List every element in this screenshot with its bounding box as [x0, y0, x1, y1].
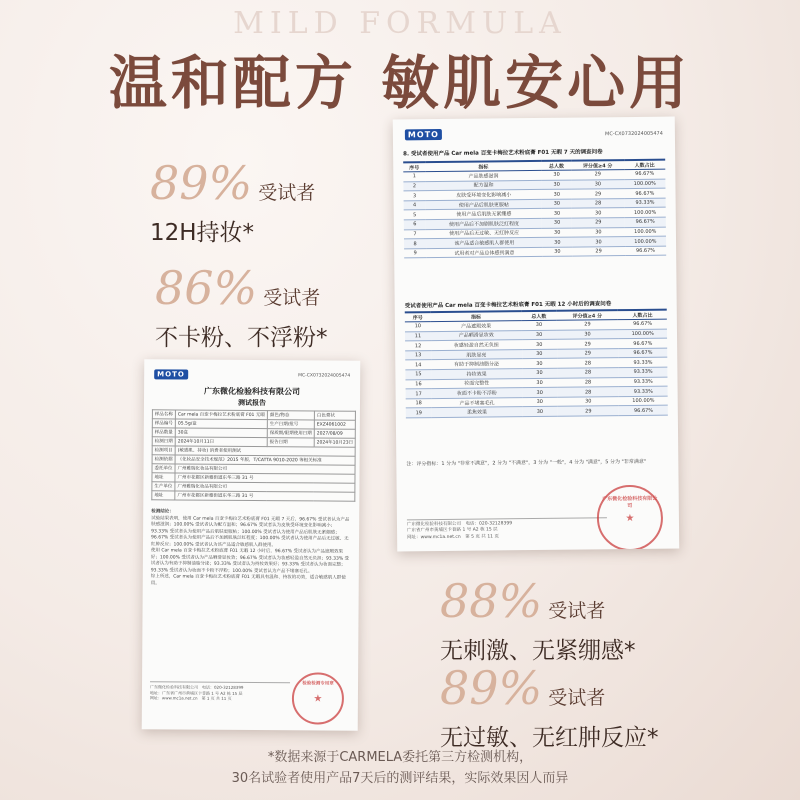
col-header: 序号 [403, 162, 425, 172]
table-cell: 妆面完整性 [431, 378, 522, 389]
table-cell: 30 [521, 320, 556, 330]
footer-address: 广东省广州市黄埔区卡普路 1 号 A2 栋 15 层 [407, 527, 498, 534]
info-label: 保质期/限期使用日期 [267, 429, 314, 438]
conclusion-paragraph-1: 试验结果表明，使用 Car mela 百变卡梅拉艺术粉底膏 F01 无暇 7 天后，96.67% 受试者认为产品肤感滋润；100.00% 受试者认为配方温和；96.67% 受试者认为皮肤受环境变化影响减小；93.33% 受试者认为使用产品后肌肤更服帖；100.00% 受试者认为使用产品后肌肤无紧绷感；96.67% 受试者认为使用产品后不加剧肌肤泛红程度；100.00% 受试者认为使用产品后无过敏、无红肿反应；100.00% 受试者认为该产品适合敏感肌人群使用。 [150, 515, 350, 548]
table-cell: 100.00% [619, 396, 668, 406]
info-value: 2024年10月11日 [175, 437, 267, 447]
stat-block-2 [155, 261, 328, 352]
footer-company: 广东微化检验科技有限公司 [149, 684, 199, 690]
table-cell: 100.00% [625, 227, 666, 237]
table-cell: 93.33% [619, 377, 668, 387]
table-cell: 9 [404, 248, 426, 258]
conclusion-paragraph-2: 使用 Car mela 百变卡梅拉艺术粉底膏 F01 无暇 12 小时后，96.67% 受试者认为产品遮瑕效果好；100.00% 受试者认为产品晒滑显妆效；96.67% 受试者认为妆感轻盈自然无负担；93.33% 受试者认为有助于抑制油脂分泌；93.33% 受试者认为持妆效果好；93.33% 受试者认为妆面完整；93.33% 受试者认为妆面不卡粉不浮粉；100.00% 受试者认为产品不堵塞毛孔。 [150, 548, 350, 575]
footnote-line-1: *数据来源于CARMELA委托第三方检测机构， [267, 750, 533, 765]
table-cell: 96.67% [619, 406, 668, 416]
info-value: (敏感肌、持妆) 消费者使用测试 [175, 446, 355, 456]
conclusion-label: 检测结论： [151, 509, 174, 515]
table-cell: 29 [572, 218, 625, 228]
table-cell: 29 [557, 349, 619, 359]
stat-percent: 89% [150, 156, 253, 210]
table-cell: 100.00% [624, 179, 665, 189]
table-cell: 30 [522, 378, 557, 388]
table-cell: 30 [542, 247, 572, 257]
table-cell: 1 [403, 172, 425, 182]
table-cell: 16 [405, 379, 431, 389]
col-header: 序号 [405, 312, 431, 322]
table-cell: 使用产品后肌肤更服帖 [426, 199, 542, 210]
conclusion-paragraph-3: 综上所述，Car mela 百变卡梅拉艺术粉底膏 F01 无暇具有温和、持妆的功效，适合敏感肌人群使用。 [150, 574, 346, 587]
footnote-line-2: 30名试验者使用产品7天后的测评结果，实际效果因人而异 [231, 770, 569, 786]
table-cell: 30 [542, 189, 572, 199]
stat-desc: 不卡粉、不浮粉* [155, 325, 328, 351]
stat-percent: 89% [440, 661, 543, 715]
table-cell: 100.00% [624, 208, 665, 218]
table-cell: 30 [522, 359, 557, 369]
table-cell: 30 [542, 199, 572, 209]
info-label: 检测依据 [152, 455, 175, 464]
table-cell: 配方温和 [425, 180, 541, 191]
info-value: 《化妆品安全技术规范》2015 年版，T/CATTA 9010-2020 等相关标准 [175, 455, 355, 465]
table-cell: 28 [572, 198, 625, 208]
table-cell: 28 [557, 368, 619, 378]
table-cell: 持妆效果 [431, 369, 522, 380]
info-label: 样品数量 [152, 428, 175, 437]
table-cell: 30 [557, 329, 619, 339]
table-cell: 93.33% [619, 386, 668, 396]
info-row [152, 491, 355, 501]
col-header: 评分值≥4 分 [571, 160, 624, 170]
page-number: 第 5 页 共 11 页 [465, 533, 500, 540]
table-cell: 30 [542, 237, 572, 247]
table-cell: 96.67% [618, 338, 667, 348]
col-header: 人数占比 [618, 310, 667, 320]
info-value: 广州雅瑞化妆品有限公司 [175, 464, 355, 474]
table-cell: 30 [557, 396, 619, 406]
survey-12h-heading: 受试者使用产品 Car mela 百变卡梅拉艺术粉底膏 F01 无暇 12 小时后的调查问卷 [404, 301, 612, 310]
stat-desc: 12H持妆* [150, 220, 255, 246]
table-cell: 使用产品后肌肤无紧绷感 [426, 209, 542, 220]
info-value: 广州市花都区新雅街道东华三路 31 号 [175, 491, 355, 501]
table-cell: 17 [406, 389, 432, 399]
table-cell: 15 [405, 370, 431, 380]
report-number: MC-CX0732024005474 [604, 130, 663, 138]
lab-company-name: 广东微化检验科技有限公司 [204, 386, 301, 397]
table-cell: 100.00% [618, 329, 667, 339]
stat-subject: 受试者 [258, 182, 316, 204]
survey-12h-table [405, 309, 668, 419]
info-label: 生产单位 [152, 482, 175, 491]
table-cell: 29 [572, 189, 625, 199]
table-cell: 30 [572, 227, 625, 237]
report-footer [407, 517, 607, 541]
col-header: 指标 [425, 161, 541, 172]
table-cell: 29 [557, 320, 619, 330]
table-cell: 30 [542, 209, 572, 219]
test-report-page-left [142, 359, 361, 730]
stat-desc: 无刺激、无紧绷感* [440, 638, 636, 664]
table-cell: 30 [522, 368, 557, 378]
table-cell: 13 [405, 350, 431, 360]
moto-logo: MOTO [154, 369, 188, 379]
table-cell: 30 [572, 237, 625, 247]
sample-info-table [151, 409, 356, 501]
footer-tel: 电话：020-32128399 [201, 684, 244, 690]
table-cell: 29 [557, 339, 619, 349]
table-cell: 10 [405, 322, 431, 332]
table-cell: 8 [404, 239, 426, 249]
info-label: 报告日期 [267, 438, 314, 447]
info-label: 生产日期/批号 [267, 420, 314, 429]
table-cell: 3 [403, 191, 425, 201]
stat-percent: 86% [155, 261, 258, 315]
info-label: 颜色/物态 [267, 411, 314, 420]
table-cell: 皮肤受环境变化影响减小 [426, 190, 542, 201]
report-footer [150, 681, 290, 702]
table-cell: 28 [557, 377, 619, 387]
info-value: 30盒 [175, 428, 267, 438]
info-label: 委托单位 [152, 464, 175, 473]
red-seal-stamp [597, 485, 664, 552]
table-cell: 29 [557, 406, 619, 416]
conclusion-section [151, 509, 352, 589]
footer-web: 网址：www.mc1a.net.cn [407, 534, 461, 540]
info-value: 05.5g/盒 [175, 419, 267, 429]
table-cell: 柔焦效果 [432, 407, 523, 418]
table-cell: 29 [571, 170, 624, 180]
test-report-page-right [393, 117, 680, 552]
table-cell: 30 [542, 228, 572, 238]
stamp-text: 广东微化检验科技有限公司 [602, 495, 658, 510]
footer-web: 网址：www.mc1a.net.cn [149, 695, 198, 701]
table-cell: 30 [572, 179, 625, 189]
table-cell: 30 [542, 180, 572, 190]
info-value: 广州雅瑞化妆品有限公司 [175, 482, 355, 492]
info-label: 样品编号 [152, 419, 175, 428]
data-source-footnote [0, 748, 800, 790]
table-cell: 29 [572, 246, 625, 256]
stat-subject: 受试者 [548, 600, 606, 622]
table-cell: 19 [406, 408, 432, 418]
col-header: 总人数 [521, 311, 556, 321]
stat-subject: 受试者 [548, 687, 606, 709]
table-cell: 96.67% [625, 246, 666, 256]
table-cell: 产品肤感滋润 [425, 171, 541, 182]
table-cell: 30 [542, 218, 572, 228]
stamp-text: 检验检测专用章 [302, 681, 334, 687]
table-cell: 14 [405, 360, 431, 370]
table-cell: 30 [522, 388, 557, 398]
info-value: 2027/08/09 [314, 429, 355, 438]
col-header: 总人数 [542, 161, 572, 171]
col-header: 评分值≥4 分 [556, 310, 618, 320]
table-row [404, 246, 666, 258]
table-cell: 6 [404, 220, 426, 230]
table-cell: 使用产品后无过敏、无红肿反应 [426, 228, 542, 239]
col-header: 指标 [431, 311, 522, 322]
page-title: 温和配方 敏肌安心用 [108, 49, 692, 117]
table-cell: 11 [405, 331, 431, 341]
footer-address: 地址：广东省广州市黄埔区卡普路 1 号 A2 栋 15 层 [149, 689, 243, 696]
table-cell: 产品遮瑕效果 [431, 321, 522, 332]
table-cell: 96.67% [619, 348, 668, 358]
report-title: 测试报告 [237, 398, 267, 408]
table-cell: 96.67% [625, 217, 666, 227]
info-value: EXZ4061002 [314, 420, 355, 429]
info-label: 检测项目 [152, 446, 175, 455]
table-cell: 96.67% [624, 169, 665, 179]
table-cell: 30 [522, 397, 557, 407]
table-cell: 试用者对产品总体感到满意 [426, 247, 542, 258]
table-cell: 100.00% [625, 236, 666, 246]
table-cell: 93.33% [619, 358, 668, 368]
table-cell: 96.67% [624, 188, 665, 198]
info-value: Car mela 百变卡梅拉艺术粉底膏 F01 无暇 [175, 410, 267, 420]
survey-7day-table [403, 159, 666, 259]
info-label: 地址 [152, 491, 175, 500]
survey-7day-heading: 8. 受试者使用产品 Car mela 百变卡梅拉艺术粉底膏 F01 无暇 7 天的调查问卷 [403, 149, 603, 158]
table-cell: 30 [572, 208, 625, 218]
info-value: 2024年10月23日 [314, 438, 355, 447]
info-label: 地址 [152, 473, 175, 482]
table-cell: 使用产品后不加剧肌肤泛红程度 [426, 218, 542, 229]
watermark-text: MILD FORMULA [233, 6, 567, 41]
stat-desc: 无过敏、无红肿反应* [440, 725, 659, 751]
table-cell: 18 [406, 398, 432, 408]
stat-block-1 [150, 156, 316, 247]
page-number: 第 1 页 共 11 页 [201, 695, 232, 702]
table-cell: 28 [557, 387, 619, 397]
scoring-note: 注：评分指标：1 分为 "非常不满意"，2 分为 "不满意"，3 分为 "一般"，4 分为 "满意"，5 分为 "非常满意" [406, 458, 647, 468]
table-cell: 产品不堵塞毛孔 [432, 397, 523, 408]
stat-percent: 88% [440, 574, 543, 628]
table-cell: 2 [403, 181, 425, 191]
info-label: 检测日期 [152, 437, 175, 446]
table-cell: 有助于抑制油脂分泌 [431, 359, 522, 370]
stat-block-3 [440, 574, 636, 665]
report-number: MC-CX0732024005474 [298, 373, 351, 379]
moto-logo: MOTO [405, 129, 442, 140]
table-cell: 96.67% [618, 319, 667, 329]
red-seal-stamp [292, 672, 344, 724]
footer-company: 广东微化检验科技有限公司 [406, 521, 462, 528]
table-cell: 妆面不卡粉不浮粉 [431, 388, 522, 399]
table-cell: 28 [557, 358, 619, 368]
footer-tel: 电话：020-32128399 [465, 521, 513, 527]
col-header: 人数占比 [624, 160, 665, 170]
stat-subject: 受试者 [263, 287, 321, 309]
table-cell: 93.33% [624, 198, 665, 208]
table-cell: 5 [404, 210, 426, 220]
table-cell: 产品晒滑显妆效 [431, 330, 522, 341]
table-row [406, 406, 668, 418]
table-cell: 30 [522, 340, 557, 350]
table-cell: 妆感轻盈自然无负担 [431, 340, 522, 351]
table-cell: 30 [522, 349, 557, 359]
table-cell: 93.33% [619, 367, 668, 377]
info-label: 样品名称 [152, 410, 175, 419]
table-cell: 4 [404, 201, 426, 211]
table-cell: 30 [542, 170, 572, 180]
info-value: 白色膏状 [314, 411, 355, 420]
table-cell: 30 [522, 407, 557, 417]
table-cell: 该产品适合敏感肌人群使用 [426, 238, 542, 249]
info-value: 广州市花都区新雅街道东华三路 31 号 [175, 473, 355, 483]
table-cell: 12 [405, 341, 431, 351]
table-cell: 肌肤显亮 [431, 350, 522, 361]
table-cell: 30 [521, 330, 556, 340]
stat-block-4 [440, 661, 659, 752]
table-cell: 7 [404, 229, 426, 239]
